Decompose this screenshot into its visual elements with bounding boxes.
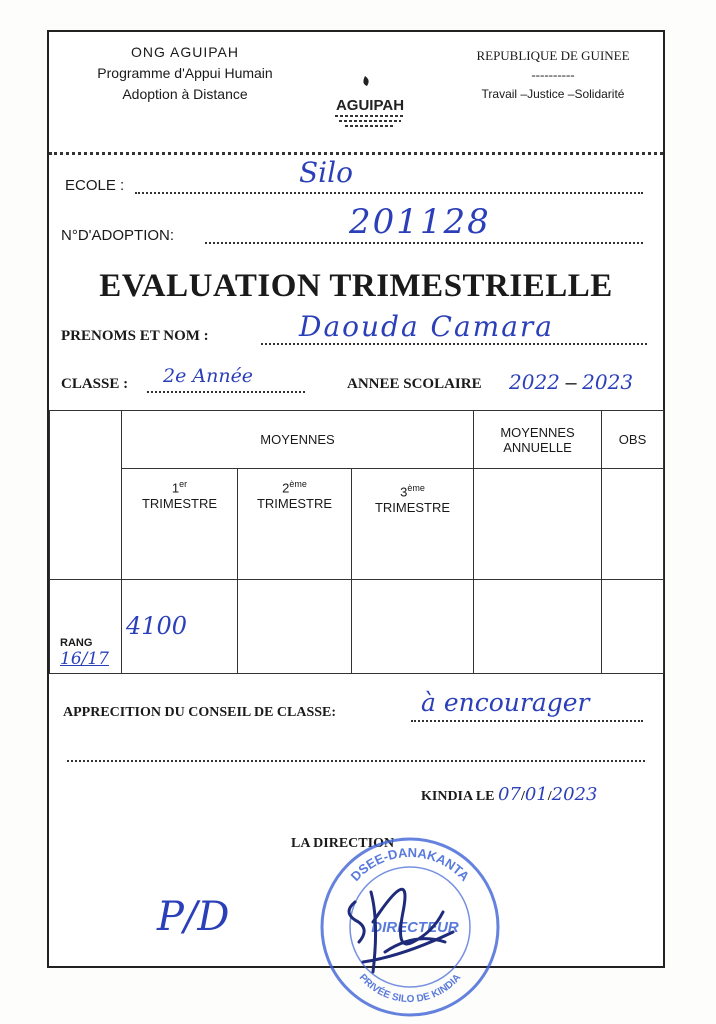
header-separator: [49, 152, 663, 155]
stamp-center-text: DIRECTEUR: [371, 919, 459, 936]
ecole-value: Silo: [299, 156, 353, 189]
obs-cell: [602, 469, 664, 579]
annuelle-value-cell: [474, 579, 602, 673]
trimestre-1-label: TRIMESTRE: [141, 495, 218, 511]
student-name-value: Daouda Camara: [299, 310, 554, 343]
rang-value: 16/17: [60, 649, 109, 669]
student-name-line: [261, 343, 647, 345]
moyennes-annuelle-header: MOYENNES ANNUELLE: [474, 411, 602, 469]
country-block: [444, 44, 662, 106]
trimestre-3-header: [352, 469, 474, 579]
annee-scolaire-label: ANNEE SCOLAIRE: [347, 376, 482, 392]
moyennes-header: MOYENNES: [122, 411, 474, 469]
trimestre-2-label: TRIMESTRE: [256, 495, 333, 511]
trimestre-3-label: TRIMESTRE: [374, 499, 451, 515]
trimestre-1-value: 4100: [126, 612, 188, 641]
country-separator: ----------: [531, 67, 575, 82]
adoption-line: [205, 242, 643, 244]
annuelle-cell: [474, 469, 602, 579]
official-stamp: [315, 832, 505, 1022]
classe-label: CLASSE :: [61, 376, 129, 392]
obs-header: OBS: [602, 411, 664, 469]
obs-value-cell: [602, 579, 664, 673]
evaluation-card: [47, 30, 665, 1006]
appreciation-line-2: [67, 760, 645, 762]
adoption-label: N°D'ADOPTION:: [61, 227, 175, 244]
trimestre-2-value-cell: [238, 579, 352, 673]
logo-text: AGUIPAH: [335, 97, 405, 114]
annee-dash: –: [565, 372, 577, 394]
annee-to: 2023: [582, 370, 634, 394]
ecole-label: ECOLE :: [65, 177, 125, 194]
rang-label: RANG: [60, 637, 93, 649]
program-name: Programme d'Appui Humain: [97, 65, 273, 81]
trimestre-3-value-cell: [352, 579, 474, 673]
country-name: REPUBLIQUE DE GUINEE: [476, 48, 630, 63]
appreciation-value: à encourager: [421, 688, 590, 717]
trimestre-1-number: 1: [171, 480, 180, 496]
trimestre-2-header: [238, 469, 352, 579]
trimestre-2-number: 2: [282, 480, 290, 496]
adoption-program: Adoption à Distance: [122, 86, 248, 102]
national-motto: Travail –Justice –Solidarité: [481, 87, 625, 101]
kindia-date: KINDIA LE 07/01/2023: [421, 784, 598, 805]
trimestre-3-suffix: ème: [407, 483, 425, 494]
kindia-label: KINDIA LE: [421, 789, 495, 804]
aguipah-logo: [321, 74, 419, 134]
trimestre-3-number: 3: [400, 484, 408, 500]
svg-text:PRIVÉE SILO DE KINDIA: [357, 972, 463, 1005]
org-block: [59, 42, 311, 105]
stamp-top-text: DSEE-DANAKANTA: [347, 844, 473, 884]
ecole-line: [135, 192, 643, 194]
date-day: 07: [498, 784, 521, 805]
date-month: 01: [524, 784, 548, 805]
appreciation-line: [411, 720, 643, 722]
adoption-value: 201128: [349, 202, 491, 242]
direction-label: LA DIRECTION: [291, 836, 395, 851]
annee-from: 2022: [509, 370, 560, 394]
rang-cell: [50, 579, 122, 673]
org-name: ONG AGUIPAH: [131, 44, 239, 60]
date-year: 2023: [551, 784, 598, 805]
trimestre-1-value-cell: [122, 579, 238, 673]
classe-line: [147, 391, 305, 393]
trimestre-1-suffix: er: [179, 479, 188, 490]
trimestre-1-header: [122, 469, 238, 579]
trimestre-2-suffix: ème: [289, 479, 307, 490]
classe-value: 2e Année: [163, 365, 254, 387]
student-name-label: PRENOMS ET NOM :: [61, 328, 209, 344]
table-corner-cell: [50, 411, 122, 580]
appreciation-label: APPRECITION DU CONSEIL DE CLASSE:: [63, 705, 337, 720]
annee-scolaire: [509, 370, 633, 395]
stamp-bottom-text: PRIVÉE SILO DE KINDIA: [356, 972, 464, 1006]
page-title: EVALUATION TRIMESTRIELLE: [99, 268, 613, 304]
grades-table: [49, 410, 664, 674]
signature-note: P/D: [157, 894, 230, 940]
